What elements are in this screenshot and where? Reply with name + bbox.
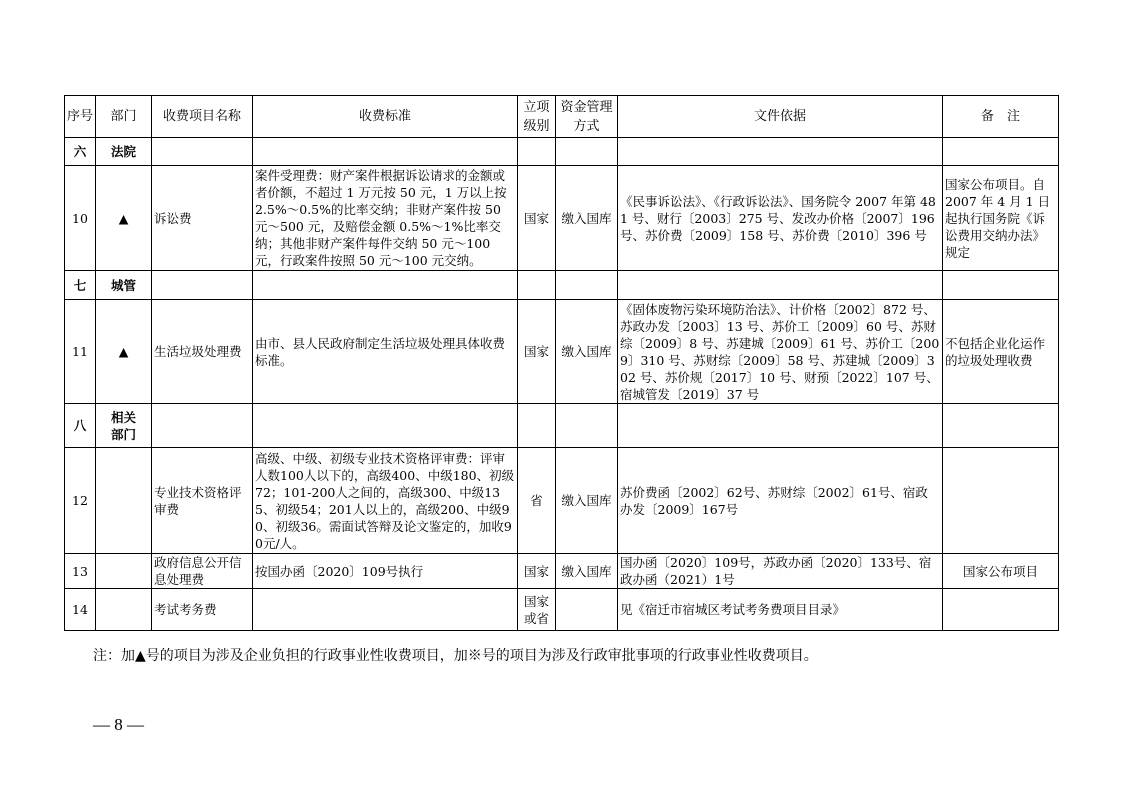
fee-table (64, 95, 1059, 631)
section-number: 八 (65, 404, 96, 448)
row-item-name: 生活垃圾处理费 (152, 300, 253, 404)
header-remark: 备 注 (943, 96, 1059, 138)
header-fund-mgmt: 资金管理方式 (556, 96, 618, 138)
row-basis: 《固体废物污染环境防治法》、计价格〔2002〕872 号、苏政办发〔2003〕13 号、苏价工〔2009〕60 号、苏财综〔2009〕8 号、苏建城〔2009〕61 号、苏价工〔2009〕310 号、苏财综〔2009〕58 号、苏建城〔2009〕302 号、苏价规〔2017〕10 号、财预〔2022〕107 号、宿城管发〔2019〕37 号 (620, 301, 940, 402)
header-level: 立项级别 (518, 96, 556, 138)
row-seq: 13 (65, 554, 96, 589)
row-basis: 见《宿迁市宿城区考试考务费项目目录》 (620, 602, 846, 617)
row-mark: ▲ (96, 300, 152, 404)
row-item-name: 专业技术资格评审费 (152, 448, 253, 554)
header-standard: 收费标准 (253, 96, 518, 138)
row-standard: 按国办函〔2020〕109号执行 (255, 563, 424, 579)
section-number: 六 (65, 138, 96, 166)
section-title: 法院 (96, 138, 152, 166)
header-basis: 文件依据 (618, 96, 943, 138)
header-seq: 序号 (65, 96, 96, 138)
row-mark (96, 448, 152, 554)
row-fund: 缴入国库 (556, 448, 618, 554)
row-basis: 国办函〔2020〕109号，苏政办函〔2020〕133号、宿政办函（2021）1号 (620, 555, 932, 587)
row-fund: 缴入国库 (556, 166, 618, 271)
page-number: — 8 — (93, 715, 144, 734)
table-row (65, 448, 1059, 554)
row-item-name: 考试考务费 (152, 589, 253, 631)
row-item-name: 诉讼费 (152, 166, 253, 271)
section-row (65, 271, 1059, 300)
section-title: 相关部门 (110, 409, 136, 442)
row-level: 国家 (518, 300, 556, 404)
header-row (65, 96, 1059, 138)
table-row (65, 300, 1059, 404)
table-row (65, 554, 1059, 589)
row-basis: 苏价费函〔2002〕62号、苏财综〔2002〕61号、宿政办发〔2009〕167号 (620, 484, 928, 517)
row-fund: 缴入国库 (556, 554, 618, 589)
row-seq: 14 (65, 589, 96, 631)
section-number: 七 (65, 271, 96, 300)
row-seq: 11 (65, 300, 96, 404)
row-fund (556, 589, 618, 631)
row-level: 国家 (518, 554, 556, 589)
row-mark (96, 554, 152, 589)
row-standard: 由市、县人民政府制定生活垃圾处理具体收费标准。 (255, 335, 506, 368)
row-level: 省 (518, 448, 556, 554)
row-basis: 《民事诉讼法》、《行政诉讼法》、国务院令 2007 年第 481 号、财行〔2003〕275 号、发改办价格〔2007〕196 号、苏价费〔2009〕158 号、苏价费〔2010〕396 号 (620, 193, 936, 243)
row-standard: 高级、中级、初级专业技术资格评审费：评审人数100人以下的，高级400、中级180、初级72；101-200人之间的，高级300、中级135、初级54；201人以上的，高级200、中级90、初级36。需面试答辩及论文鉴定的，加收90元/人。 (255, 450, 515, 551)
section-row (65, 404, 1059, 448)
row-fund: 缴入国库 (556, 300, 618, 404)
row-mark: ▲ (96, 166, 152, 271)
header-item-name: 收费项目名称 (152, 96, 253, 138)
section-title: 城管 (96, 271, 152, 300)
table-row (65, 166, 1059, 271)
header-dept: 部门 (96, 96, 152, 138)
row-level: 国家或省 (523, 593, 549, 626)
section-row (65, 138, 1059, 166)
table-row (65, 589, 1059, 631)
row-remark: 不包括企业化运作的垃圾处理收费 (945, 335, 1046, 368)
footnote: 注：加▲号的项目为涉及企业负担的行政事业性收费项目，加※号的项目为涉及行政审批事项的行政事业性收费项目。 (93, 648, 818, 664)
row-level: 国家 (518, 166, 556, 271)
row-mark (96, 589, 152, 631)
row-seq: 12 (65, 448, 96, 554)
row-seq: 10 (65, 166, 96, 271)
row-remark: 国家公布项目 (962, 563, 1038, 579)
row-item-name: 政府信息公开信息处理费 (152, 554, 253, 589)
row-remark: 国家公布项目。自 2007 年 4 月 1 日起执行国务院《诉讼费用交纳办法》规定 (945, 176, 1051, 260)
row-standard: 案件受理费：财产案件根据诉讼请求的金额或者价额，不超过 1 万元按 50 元，1 万以上按 2.5%～0.5%的比率交纳；非财产案件按 50 元～500 元，及赔偿金额 0.5%～1%比率交纳；其他非财产案件每件交纳 50 元～100 元，行政案件按照 50 元～100 元交纳。 (255, 168, 507, 268)
